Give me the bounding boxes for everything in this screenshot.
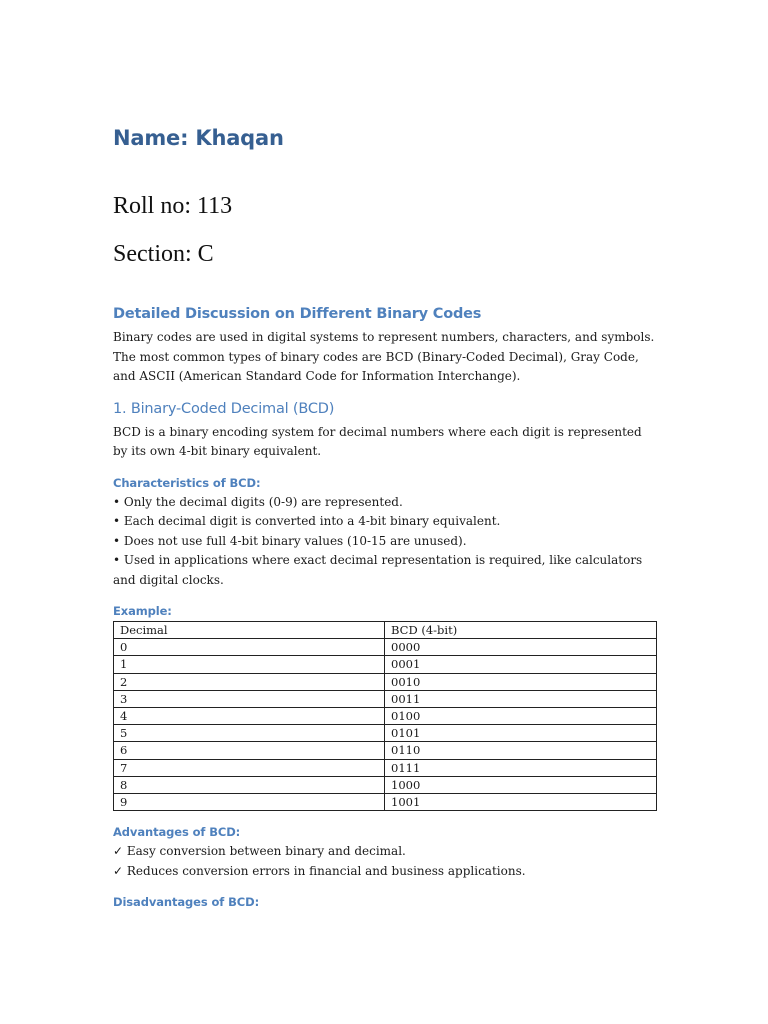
table-cell: 7 [114,759,385,776]
student-name: Name: Khaqan [113,126,284,150]
table-cell: 0011 [385,690,657,707]
disadvantages-heading: Disadvantages of BCD: [113,895,260,910]
list-item: • Used in applications where exact decimal representation is required, like calculators and digital clocks. [113,553,643,587]
table-cell: 8 [114,776,385,793]
document-body [113,306,658,912]
table-header-cell: BCD (4-bit) [385,622,657,639]
table-row [114,759,657,776]
section-label: Section: C [113,241,214,267]
table-row [114,742,657,759]
table-header-cell: Decimal [114,622,385,639]
characteristics-list [113,493,658,591]
table-cell: 3 [114,690,385,707]
table-row [114,707,657,724]
example-heading: Example: [113,604,172,618]
document-title: Detailed Discussion on Different Binary Codes [113,306,482,322]
table-cell: 0010 [385,673,657,690]
table-cell: 0000 [385,639,657,656]
table-cell: 4 [114,707,385,724]
table-cell: 1001 [385,793,657,810]
table-cell: 5 [114,725,385,742]
advantages-heading: Advantages of BCD: [113,825,241,840]
table-cell: 0 [114,639,385,656]
table-row [114,673,657,690]
advantages-list [113,842,658,881]
table-cell: 6 [114,742,385,759]
table-row [114,725,657,742]
table-row [114,793,657,810]
list-item: • Each decimal digit is converted into a 4-bit binary equivalent. [113,514,501,528]
table-cell: 0101 [385,725,657,742]
table-row [114,639,657,656]
table-cell: 0100 [385,707,657,724]
list-item: • Only the decimal digits (0-9) are represented. [113,494,403,509]
table-header-row [114,622,657,639]
table-cell: 1000 [385,776,657,793]
table-cell: 1 [114,656,385,673]
list-item: • Does not use full 4-bit binary values (10-15 are unused). [113,533,467,548]
table-row [114,776,657,793]
table-row [114,656,657,673]
characteristics-heading: Characteristics of BCD: [113,475,261,490]
table-cell: 0111 [385,759,657,776]
table-row [114,690,657,707]
bcd-table [113,621,657,811]
table-cell: 0110 [385,742,657,759]
roll-number: Roll no: 113 [113,193,233,219]
table-cell: 0001 [385,656,657,673]
bcd-heading: 1. Binary-Coded Decimal (BCD) [113,400,335,417]
list-item: ✓ Easy conversion between binary and decimal. [113,844,406,859]
list-item: ✓ Reduces conversion errors in financial and business applications. [113,863,526,878]
table-cell: 2 [114,673,385,690]
table-cell: 9 [114,793,385,810]
intro-paragraph: Binary codes are used in digital systems to represent numbers, characters, and symbols. The most common types of binary codes are BCD (Binary-Coded Decimal), Gray Code, and ASCII (American Standard Code for Information Interchange). [113,330,655,383]
bcd-description: BCD is a binary encoding system for decimal numbers where each digit is represented by its own 4-bit binary equivalent. [113,424,642,458]
